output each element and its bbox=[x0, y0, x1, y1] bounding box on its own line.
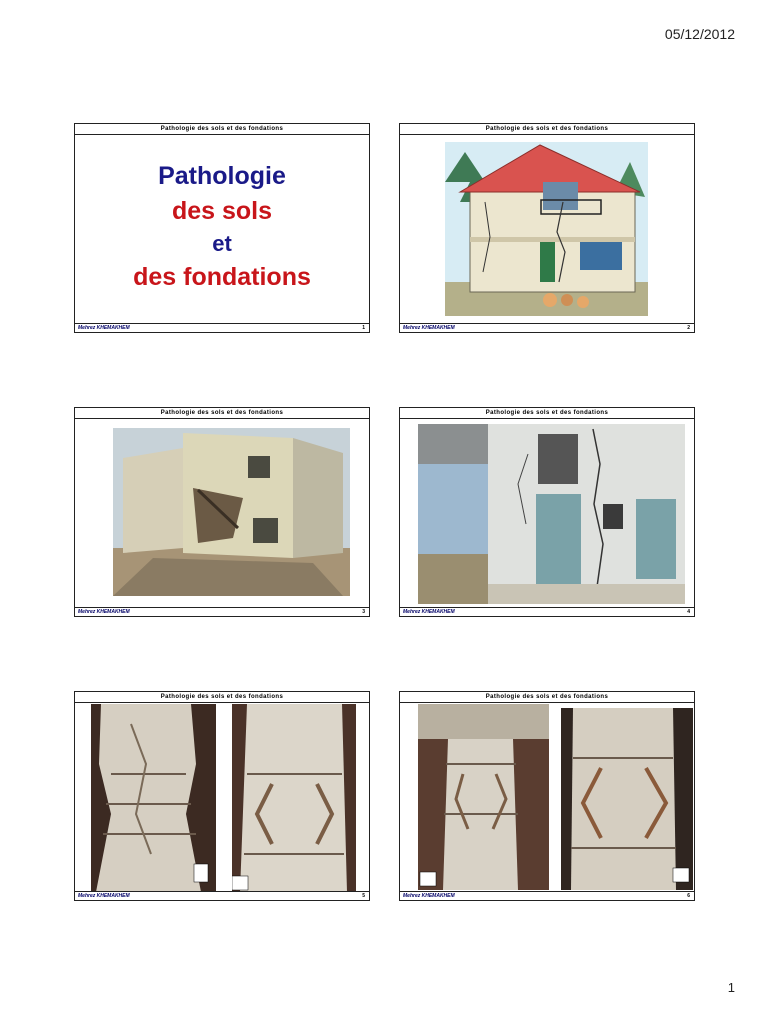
page-number: 1 bbox=[727, 980, 735, 995]
slide-number: 3 bbox=[362, 609, 365, 615]
slide-6 bbox=[399, 691, 695, 901]
slide-footer bbox=[400, 607, 694, 616]
title-line-2: des sols bbox=[171, 197, 273, 225]
slide-2 bbox=[399, 123, 695, 333]
slide-number: 2 bbox=[687, 325, 690, 331]
damaged-column-photo bbox=[232, 704, 356, 892]
page-date: 05/12/2012 bbox=[664, 26, 735, 42]
slide-header: Pathologie des sols et des fondations bbox=[400, 408, 694, 419]
title-block bbox=[75, 135, 369, 323]
title-line-4: des fondations bbox=[133, 263, 311, 291]
slide-footer bbox=[75, 607, 369, 616]
slide-footer bbox=[400, 323, 694, 332]
slide-number: 4 bbox=[687, 609, 690, 615]
cracked-wall-photo bbox=[418, 424, 685, 604]
slide-5 bbox=[74, 691, 370, 901]
slide-header: Pathologie des sols et des fondations bbox=[400, 124, 694, 135]
title-line-3: et bbox=[212, 231, 232, 256]
slide-header: Pathologie des sols et des fondations bbox=[75, 124, 369, 135]
slide-4 bbox=[399, 407, 695, 617]
slide-header: Pathologie des sols et des fondations bbox=[400, 692, 694, 703]
slide-author: Mehrez KHEMAKHEM bbox=[403, 893, 455, 899]
slide-author: Mehrez KHEMAKHEM bbox=[78, 893, 130, 899]
slide-author: Mehrez KHEMAKHEM bbox=[78, 609, 130, 615]
damaged-column-photo bbox=[91, 704, 216, 892]
slide-footer bbox=[400, 891, 694, 900]
slide-footer bbox=[75, 323, 369, 332]
slide-number: 6 bbox=[687, 893, 690, 899]
slide-3 bbox=[74, 407, 370, 617]
damaged-column-photo bbox=[418, 704, 549, 890]
slide-author: Mehrez KHEMAKHEM bbox=[78, 325, 130, 331]
slide-footer bbox=[75, 891, 369, 900]
slide-author: Mehrez KHEMAKHEM bbox=[403, 325, 455, 331]
damaged-column-photo bbox=[561, 708, 693, 890]
slide-header: Pathologie des sols et des fondations bbox=[75, 692, 369, 703]
slide-number: 1 bbox=[362, 325, 365, 331]
slide-author: Mehrez KHEMAKHEM bbox=[403, 609, 455, 615]
slide-number: 5 bbox=[362, 893, 365, 899]
slide-header: Pathologie des sols et des fondations bbox=[75, 408, 369, 419]
title-line-1: Pathologie bbox=[158, 162, 286, 190]
collapsed-building-photo bbox=[113, 428, 350, 596]
slide-1 bbox=[74, 123, 370, 333]
cartoon-cracked-house-image bbox=[445, 142, 648, 316]
